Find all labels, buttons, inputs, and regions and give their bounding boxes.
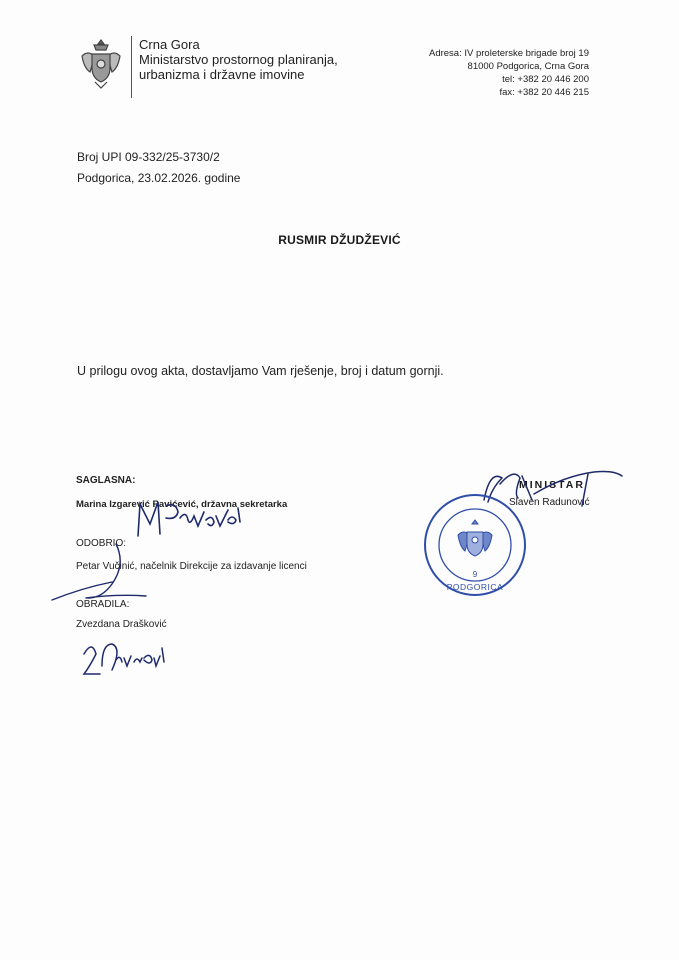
contact-phone: tel: +382 20 446 200 (502, 74, 589, 85)
signature-clerk (78, 636, 178, 678)
org-line-country: Crna Gora (139, 37, 200, 52)
contact-city: 81000 Podgorica, Crna Gora (467, 61, 589, 72)
org-line-ministry-cont: urbanizma i državne imovine (139, 67, 305, 82)
org-line-ministry: Ministarstvo prostornog planiranja, (139, 52, 338, 67)
coat-of-arms-icon (78, 36, 124, 92)
addressee: RUSMIR DŽUDŽEVIĆ (278, 233, 401, 247)
minister-title: MINISTAR (519, 479, 585, 491)
stamp-number: 9 (472, 570, 478, 579)
contact-block (429, 47, 589, 99)
reference-date: Podgorica, 23.02.2026. godine (77, 171, 241, 185)
reference-number: Broj UPI 09-332/25-3730/2 (77, 150, 220, 164)
signature-state-secretary (120, 494, 250, 544)
prepared-person: Zvezdana Drašković (76, 619, 167, 630)
approved-label: ODOBRIO: (76, 538, 127, 549)
agreed-person: Marina Izgarević Pavićević, državna sekretarka (76, 499, 288, 510)
prepared-label: OBRADILA: (76, 599, 130, 610)
agreed-label: SAGLASNA: (76, 475, 136, 486)
signature-department-head (46, 540, 156, 610)
contact-fax: fax: +382 20 446 215 (499, 87, 589, 98)
reference-block (77, 147, 240, 189)
ministry-name (139, 37, 338, 82)
official-stamp (420, 490, 530, 600)
header-divider (131, 36, 132, 98)
body-text: U prilogu ovog akta, dostavljamo Vam rješenje, broj i datum gornji. (77, 364, 444, 378)
approved-person: Petar Vučinić, načelnik Direkcije za izdavanje licenci (76, 561, 307, 572)
stamp-city: PODGORICA (446, 582, 504, 592)
contact-address: Adresa: IV proleterske brigade broj 19 (428, 48, 589, 59)
minister-name: Slaven Radunović (509, 497, 590, 508)
